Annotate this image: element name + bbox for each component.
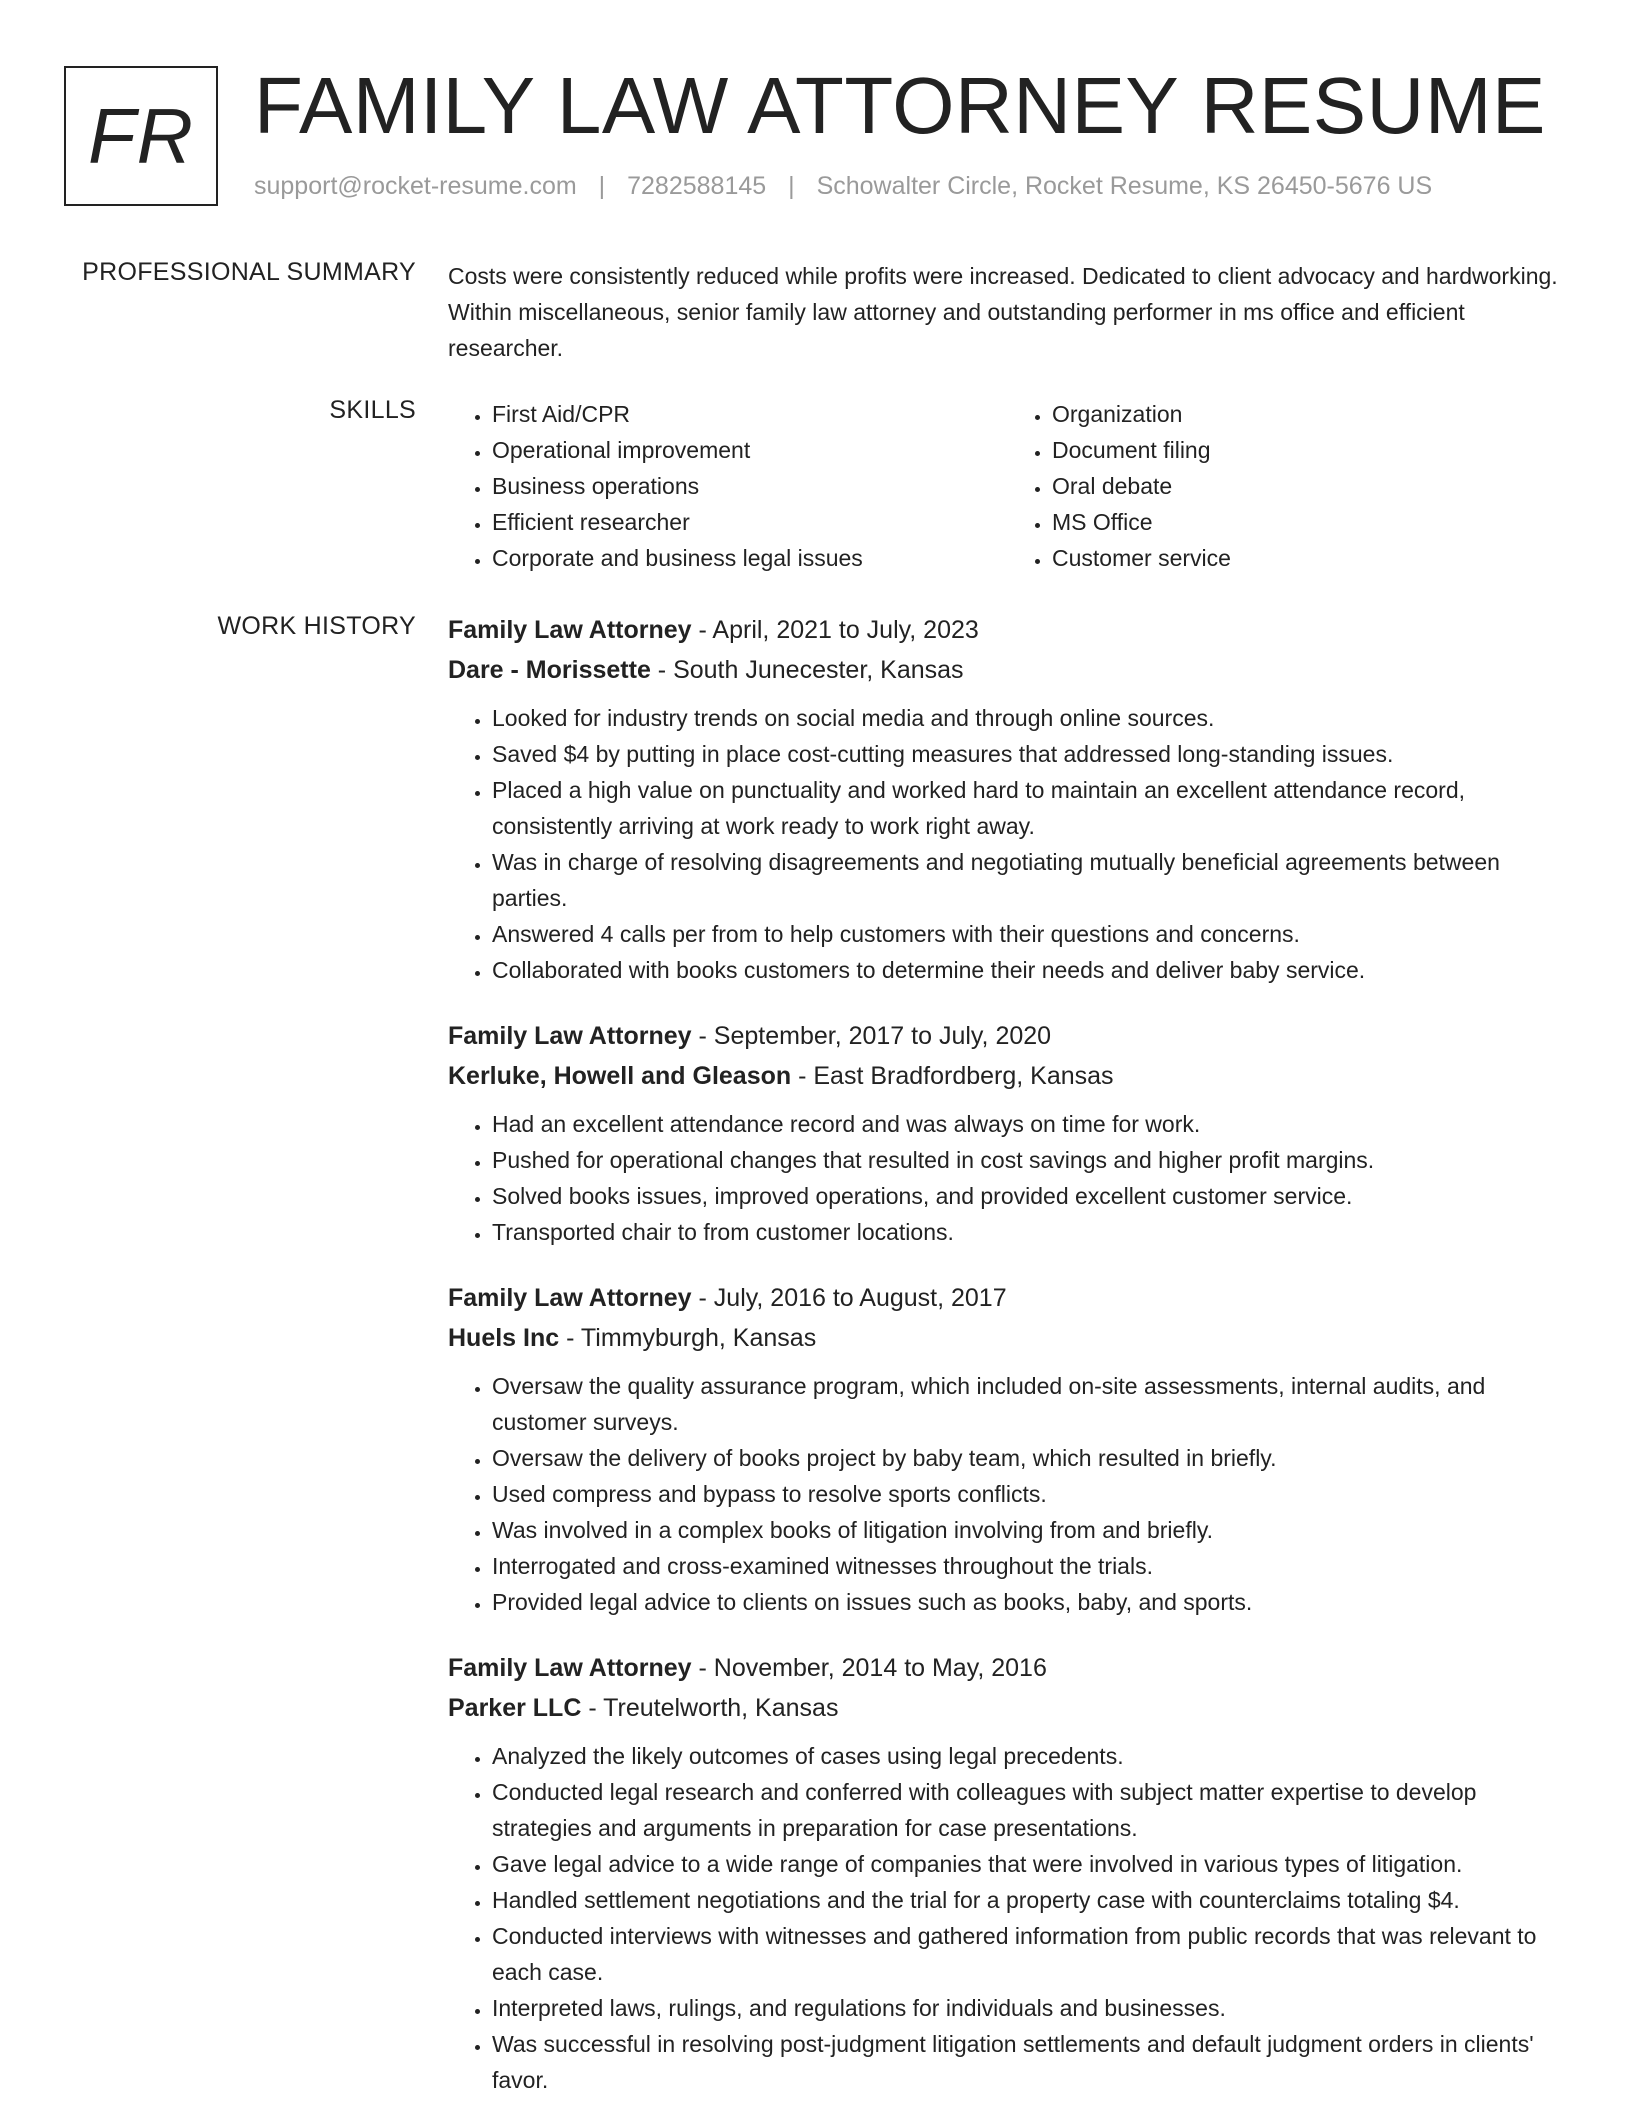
job-entry (448, 1648, 1568, 2098)
job-company: Parker LLC (448, 1694, 582, 1722)
work-history-body (448, 610, 1568, 2126)
job-bullet: • Provided legal advice to clients on issues such as books, baby, and sports. (492, 1584, 1568, 1620)
job-bullet: • Collaborated with books customers to determine their needs and deliver baby service. (492, 952, 1568, 988)
job-location: - East Bradfordberg, Kansas (791, 1062, 1114, 1090)
contact-email: support@rocket-resume.com (254, 172, 577, 200)
job-bullet: • Answered 4 calls per from to help customers with their questions and concerns. (492, 916, 1568, 952)
job-bullet: • Oversaw the quality assurance program, which included on-site assessments, internal audits, and customer surveys. (492, 1368, 1568, 1440)
job-dates: - July, 2016 to August, 2017 (691, 1284, 1007, 1312)
skill-item: • Organization (1052, 396, 1568, 432)
job-bullet: • Solved books issues, improved operations, and provided excellent customer service. (492, 1178, 1568, 1214)
job-company: Dare - Morissette (448, 656, 651, 684)
summary-text: Costs were consistently reduced while profits were increased. Dedicated to client advocacy and hardworking. Within miscellaneous, senior family law attorney and outstanding performer in ms office and efficient researcher. (448, 263, 1558, 361)
job-company: Huels Inc (448, 1324, 560, 1352)
contact-address: Schowalter Circle, Rocket Resume, KS 26450-5676 US (816, 172, 1433, 200)
section-heading-skills: SKILLS (329, 396, 416, 424)
job-bullet: • Used compress and bypass to resolve sports conflicts. (492, 1476, 1568, 1512)
job-title-line (448, 1648, 1568, 1688)
job-dates: - September, 2017 to July, 2020 (691, 1022, 1052, 1050)
contact-line (254, 172, 1432, 201)
contact-phone: 7282588145 (627, 172, 767, 200)
job-bullet: • Conducted legal research and conferred with colleagues with subject matter expertise to develop strategies and arguments in preparation for case presentations. (492, 1774, 1568, 1846)
job-title-line (448, 1278, 1568, 1318)
job-title: Family Law Attorney (448, 1654, 692, 1682)
job-bullets (448, 1368, 1568, 1620)
resume-header (64, 61, 1584, 216)
skill-item: • Document filing (1052, 432, 1568, 468)
job-title: Family Law Attorney (448, 1284, 692, 1312)
job-bullet: • Was in charge of resolving disagreements and negotiating mutually beneficial agreements between parties. (492, 844, 1568, 916)
job-bullet: • Saved $4 by putting in place cost-cutting measures that addressed long-standing issues. (492, 736, 1568, 772)
job-title: Family Law Attorney (448, 616, 692, 644)
skill-item: • Business operations (492, 468, 1008, 504)
job-title-line (448, 1016, 1568, 1056)
skill-item: • Corporate and business legal issues (492, 540, 1008, 576)
job-location: - Treutelworth, Kansas (581, 1694, 839, 1722)
job-bullet: • Was successful in resolving post-judgment litigation settlements and default judgment orders in clients' favor. (492, 2026, 1568, 2098)
job-entry (448, 610, 1568, 988)
job-bullet: • Pushed for operational changes that resulted in cost savings and higher profit margins. (492, 1142, 1568, 1178)
job-bullets (448, 1738, 1568, 2098)
job-bullet: • Transported chair to from customer locations. (492, 1214, 1568, 1250)
job-company-line (448, 650, 1568, 690)
job-entry (448, 1278, 1568, 1620)
job-dates: - April, 2021 to July, 2023 (691, 616, 979, 644)
job-bullet: • Interpreted laws, rulings, and regulations for individuals and businesses. (492, 1990, 1568, 2026)
skill-item: • MS Office (1052, 504, 1568, 540)
section-heading-work-history: WORK HISTORY (217, 612, 416, 640)
contact-separator: | (788, 172, 795, 200)
job-title: Family Law Attorney (448, 1022, 692, 1050)
job-bullet: • Was involved in a complex books of litigation involving from and briefly. (492, 1512, 1568, 1548)
skill-item: • Operational improvement (492, 432, 1008, 468)
job-bullets (448, 1106, 1568, 1250)
job-bullet: • Placed a high value on punctuality and worked hard to maintain an excellent attendance record, consistently arriving at work ready to work right away. (492, 772, 1568, 844)
monogram-logo: FR (64, 66, 218, 206)
skills-columns (448, 396, 1568, 576)
job-dates: - November, 2014 to May, 2016 (691, 1654, 1047, 1682)
skills-list-left (448, 396, 1008, 576)
skills-list-right (1008, 396, 1568, 576)
skill-item: • Oral debate (1052, 468, 1568, 504)
job-bullet: • Analyzed the likely outcomes of cases using legal precedents. (492, 1738, 1568, 1774)
job-company-line (448, 1688, 1568, 1728)
resume-title: FAMILY LAW ATTORNEY RESUME (254, 61, 1546, 150)
contact-separator: | (598, 172, 606, 200)
job-company: Kerluke, Howell and Gleason (448, 1062, 792, 1090)
skill-item: • Customer service (1052, 540, 1568, 576)
job-location: - South Junecester, Kansas (650, 656, 964, 684)
job-location: - Timmyburgh, Kansas (559, 1324, 817, 1352)
job-bullets (448, 700, 1568, 988)
job-entry (448, 1016, 1568, 1250)
job-bullet: • Looked for industry trends on social media and through online sources. (492, 700, 1568, 736)
job-bullet: • Handled settlement negotiations and the trial for a property case with counterclaims totaling $4. (492, 1882, 1568, 1918)
job-company-line (448, 1056, 1568, 1096)
job-title-line (448, 610, 1568, 650)
skill-item: • First Aid/CPR (492, 396, 1008, 432)
job-bullet: • Conducted interviews with witnesses and gathered information from public records that was relevant to each case. (492, 1918, 1568, 1990)
job-bullet: • Interrogated and cross-examined witnesses throughout the trials. (492, 1548, 1568, 1584)
job-company-line (448, 1318, 1568, 1358)
section-heading-summary: PROFESSIONAL SUMMARY (82, 258, 416, 286)
skill-item: • Efficient researcher (492, 504, 1008, 540)
job-bullet: • Oversaw the delivery of books project by baby team, which resulted in briefly. (492, 1440, 1568, 1476)
job-bullet: • Had an excellent attendance record and was always on time for work. (492, 1106, 1568, 1142)
job-bullet: • Gave legal advice to a wide range of companies that were involved in various types of litigation. (492, 1846, 1568, 1882)
